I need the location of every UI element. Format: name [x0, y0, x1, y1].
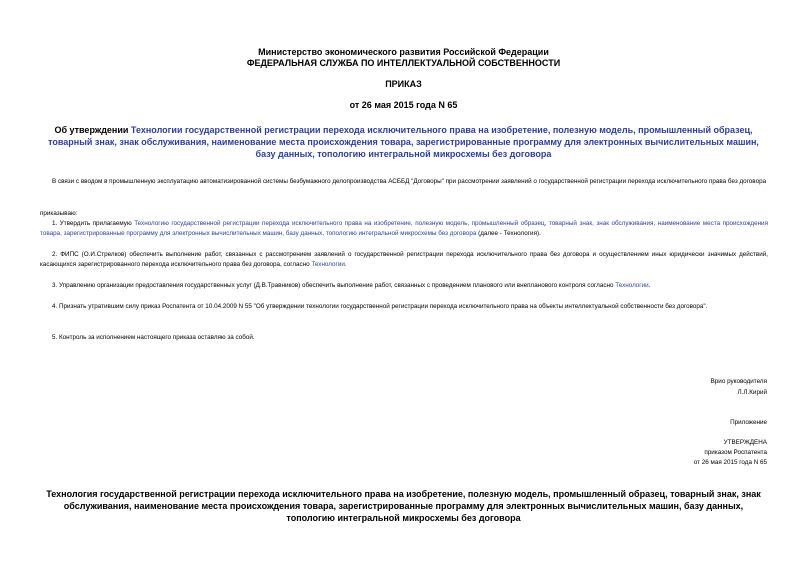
paragraph-1: [40, 219, 768, 239]
order-date: от 26 мая 2015 года N 65: [349, 100, 458, 110]
paragraph-4: 4. Признать утратившим силу приказ Роспатента от 10.04.2009 N 55 "Об утверждении технологии государственной регистрации перехода исключительного права на объекты интеллектуальной собственности без договора".: [52, 303, 708, 310]
p2-suffix: .: [344, 261, 347, 268]
p1-suffix: (далее - Технология).: [476, 230, 541, 237]
p2-prefix: 2. ФИПС (О.И.Стрелков) обеспечить выполнение работ, связанных с рассмотрением заявлений о государственной регистрации перехода исключительного права без договора и осуществлением иных юридически значимых действий, касающихся зарегистрированного перехода исключительного права без договора, согласно: [40, 251, 768, 268]
intro-paragraph: В связи с вводом в промышленную эксплуатацию автоматизированной системы безбумажного делопроизводства АСББД "Договоры" при рассмотрении заявлений о государственной регистрации перехода исключительного права без договора: [52, 178, 767, 185]
paragraph-3: [40, 281, 768, 291]
p3-suffix: .: [648, 282, 651, 289]
p3-prefix: 3. Управлению организации предоставления государственных услуг (Д.В.Травников) обеспечить выполнение работ, связанных с проведением планового или внепланового контроля согласно: [52, 282, 616, 289]
p1-prefix: 1. Утвердить прилагаемую: [52, 220, 135, 227]
title-prefix: Об утверждении: [54, 125, 131, 135]
appendix-label: Приложение: [730, 419, 767, 426]
title-link[interactable]: Технологии государственной регистрации перехода исключительного права на изобретение, полезную модель, промышленный образец, товарный знак, знак обслуживания, наименование места происхождения товара, зарегистрированные программу для электронных вычислительных машин, базу данных, топологию интегральной микросхемы без договора: [48, 125, 759, 159]
paragraph-2: [40, 250, 768, 270]
signature-name: Л.Л.Кирий: [737, 389, 767, 396]
orders-word: приказываю:: [40, 210, 78, 217]
technology-title: Технология государственной регистрации перехода исключительного права на изобретение, полезную модель, промышленный образец, товарный знак, знак обслуживания, наименование места происхождения товара, зарегистрированные программу для электронных вычислительных машин, базу данных, топологию интегральной микросхемы без договора: [46, 489, 761, 523]
document-title: [40, 124, 767, 160]
p1-link[interactable]: Технологию государственной регистрации перехода исключительного права на изобретение, полезную модель, промышленный образец, товарный знак, знак обслуживания, наименование места происхождения товара, зарегистрированные программу для электронных вычислительных машин, базу данных, топологию интегральной микросхемы без договора: [40, 220, 768, 237]
approved-date: от 26 мая 2015 года N 65: [693, 459, 767, 466]
approved-label: УТВЕРЖДЕНА: [723, 439, 767, 446]
order-heading: ПРИКАЗ: [385, 79, 422, 89]
p2-link[interactable]: Технологии: [311, 261, 345, 268]
signature-position: Врио руководителя: [710, 378, 767, 385]
ministry-name: Министерство экономического развития Российской Федерации: [258, 47, 549, 57]
service-name: ФЕДЕРАЛЬНАЯ СЛУЖБА ПО ИНТЕЛЛЕКТУАЛЬНОЙ СОБСТВЕННОСТИ: [246, 58, 561, 68]
paragraph-5: 5. Контроль за исполнением настоящего приказа оставляю за собой.: [52, 334, 255, 341]
approved-by: приказом Роспатента: [704, 449, 767, 456]
p3-link[interactable]: Технологии: [615, 282, 649, 289]
